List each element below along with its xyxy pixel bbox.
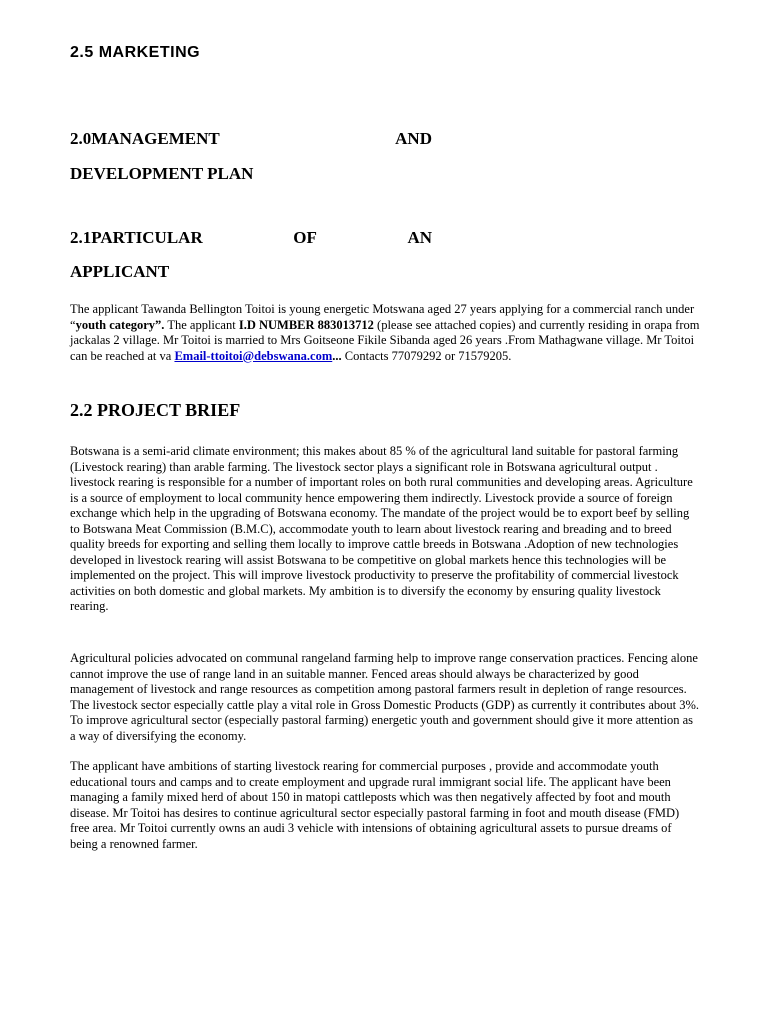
- project-brief-heading: 2.2 PROJECT BRIEF: [70, 400, 241, 420]
- particular-heading-word2: OF: [293, 228, 317, 247]
- contacts-text: Contacts 77079292 or 71579205.: [341, 348, 512, 363]
- brief-paragraph-3: The applicant have ambitions of starting livestock rearing for commercial purposes , provide and accommodate youth educational tours and camps and to create employment and upgrade rural immigrant social life. The applicant have been managing a family mixed herd of about 150 in matopi cattleposts which was then negatively affected by foot and mouth disease. Mr Toitoi has desires to continue agricultural sector especially pastoral farming in foot and mouth disease (FMD) free area. Mr Toitoi currently owns an audi 3 vehicle with intensions of obtaining agricultural assets to pursue dreams of being a renowned farmer.: [70, 759, 680, 851]
- applicant-text-1: The applicant Tawanda Bellington Toitoi is young energetic Motswana aged 27 years applying for a commercial ranch under “: [70, 302, 695, 332]
- applicant-text-2: The applicant: [164, 317, 239, 332]
- marketing-heading: 2.5 MARKETING: [70, 44, 201, 61]
- particular-heading-word1: 2.1PARTICULAR: [70, 228, 203, 247]
- id-number-text: I.D NUMBER 883013712: [238, 317, 374, 332]
- particular-heading-line2: APPLICANT: [70, 262, 170, 281]
- email-ellipsis: ...: [332, 348, 342, 363]
- management-heading-line2: DEVELOPMENT PLAN: [70, 164, 254, 183]
- brief-paragraph-2: Agricultural policies advocated on communal rangeland farming help to improve range conservation practices. Fencing alone cannot improve the use of range land in an suitable manner. Fenced areas should always be characterized by good management of livestock and range resources as competition among pastoral farmers result in depletion of range resources. The livestock sector especially cattle play a vital role in Gross Domestic Products (GDP) as currently it contributes about 3%. To improve agricultural sector (especially pastoral farming) energetic youth and government should give it more attention as a way of diversifying the economy.: [70, 651, 699, 743]
- brief-paragraph-1: Botswana is a semi-arid climate environment; this makes about 85 % of the agricultural land suitable for pastoral farming (Livestock rearing) than arable farming. The livestock sector plays a significant role in Botswana agricultural output . livestock rearing is responsible for a number of important roles on both rural communities and developing areas. Agriculture is a source of employment to local community hence empowering them indirectly. Livestock provide a source of foreign exchange which help in the upgrading of Botswana economy. The mandate of the project would be to export beef by selling to Botswana Meat Commission (B.M.C), accommodate youth to learn about livestock rearing and breading and to breed quality breeds for exporting and selling them locally to improve cattle breeds in Botswana .Adoption of new technologies developed in livestock rearing will assist Botswana to be competitive on global markets hence this technologies will be implemented on the project. This will improve livestock productivity to preserve the profitability of commercial livestock activities on both domestic and global markets. My ambition is to diversify the economy by ensuring quality livestock rearing.: [70, 444, 693, 613]
- particular-heading-word3: AN: [407, 228, 432, 247]
- applicant-paragraph: [70, 302, 700, 364]
- particular-heading: [70, 228, 432, 248]
- management-heading: [70, 129, 432, 149]
- youth-category-text: youth category”.: [75, 317, 165, 332]
- applicant-text-3: (please see attached copies) and currently residing in orapa from jackalas 2 village. Mr Toitoi is married to Mrs Goitseone Fikile Sibanda aged 26 years .From Mathagwane village. Mr Toitoi can be reached at va: [70, 317, 700, 363]
- email-link[interactable]: Email-ttoitoi@debswana.com: [174, 348, 333, 363]
- management-heading-word1: 2.0MANAGEMENT: [70, 129, 220, 148]
- management-heading-word2: AND: [395, 129, 432, 148]
